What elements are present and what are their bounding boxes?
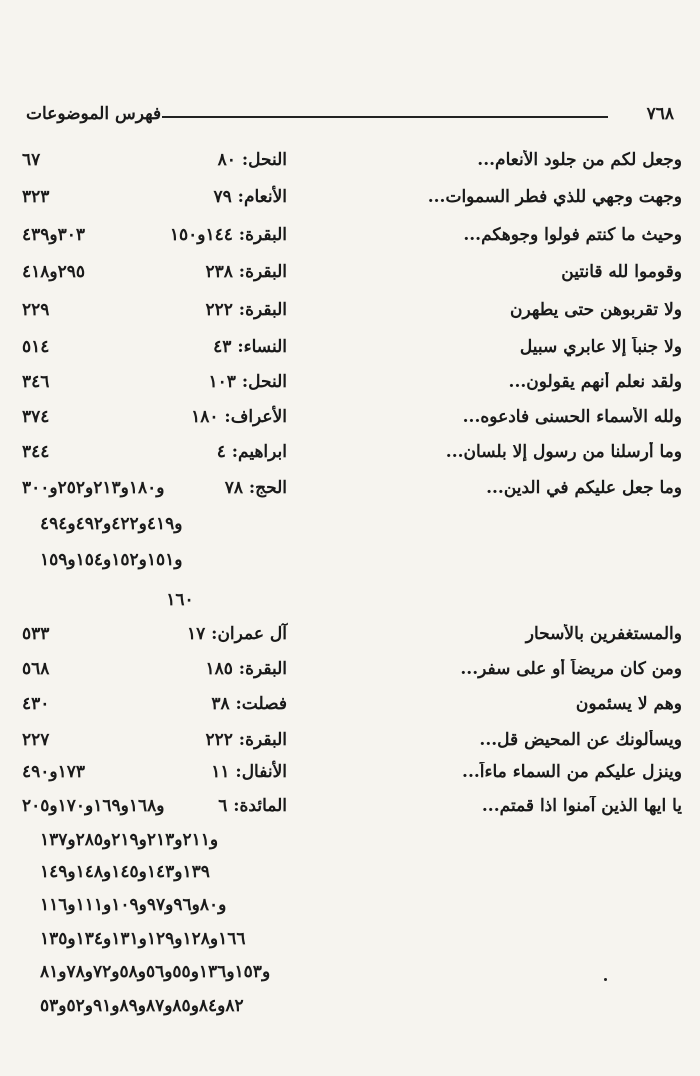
verse-text: وما جعل عليكم في الدين... [486, 478, 682, 498]
verse-reference: النحل: ١٠٣ [208, 372, 287, 392]
index-entry [22, 221, 682, 255]
verse-reference: فصلت: ٣٨ [211, 694, 287, 714]
verse-reference: البقرة: ٢٢٢ [205, 300, 287, 320]
verse-text: يا ايها الذين آمنوا اذا قمتم... [481, 796, 682, 816]
index-entry [22, 792, 682, 826]
index-entry [22, 403, 682, 437]
index-entry [22, 620, 682, 654]
page-refs: ٥٦٨ [22, 659, 50, 679]
verse-text: وجهت وجهي للذي فطر السموات... [427, 187, 682, 207]
verse-reference: النساء: ٤٣ [213, 337, 287, 357]
page-refs: ٦٧ [22, 150, 41, 170]
verse-reference: الأعراف: ١٨٠ [191, 407, 287, 427]
verse-reference: الأنفال: ١١ [211, 762, 287, 782]
verse-reference: ابراهيم: ٤ [216, 442, 287, 462]
verse-text: وقوموا لله قانتين [561, 262, 682, 282]
verse-reference: آل عمران: ١٧ [186, 624, 287, 644]
verse-text: ولا جنباً إلا عابري سبيل [519, 337, 682, 357]
page-refs-continuation: ٨٢و٨٤و٨٥و٨٧و٨٩و٩١و٥٢و٥٣ [40, 996, 244, 1016]
index-entry [22, 368, 682, 402]
page-refs: و١٦٨و١٦٩و١٧٠و٢٠٥ [22, 796, 165, 816]
page-refs: ٣٠٣و٤٣٩ [22, 225, 86, 245]
index-entry [22, 726, 682, 760]
verse-text: ولله الأسماء الحسنى فادعوه... [462, 407, 682, 427]
page-refs: ٥١٤ [22, 337, 50, 357]
verse-reference: المائدة: ٦ [218, 796, 287, 816]
index-entry [22, 690, 682, 724]
page-refs-continuation: ١٣٩و١٤٣و١٤٥و١٤٨و١٤٩ [40, 862, 210, 882]
header-rule [162, 116, 608, 118]
page-refs: ٤٣٠ [22, 694, 50, 714]
verse-text: ولا تقربوهن حتى يطهرن [510, 300, 682, 320]
verse-text: وحيث ما كنتم فولوا وجوهكم... [463, 225, 682, 245]
verse-text: وينزل عليكم من السماء ماءاً... [462, 762, 682, 782]
page-refs: ٣٧٤ [22, 407, 50, 427]
index-entry [22, 758, 682, 792]
page-refs-continuation: و١٥٣و١٣٦و٥٥و٥٦و٥٨و٧٢و٧٨و٨١ [40, 962, 271, 982]
verse-reference: البقرة: ١٤٤و١٥٠ [169, 225, 287, 245]
verse-text: والمستغفرين بالأسحار [525, 624, 682, 644]
page-refs-continuation: و١٥١و١٥٢و١٥٤و١٥٩ [40, 550, 183, 570]
verse-text: وما أرسلنا من رسول إلا بلسان... [445, 442, 682, 462]
verse-text: وهم لا يسئمون [575, 694, 682, 714]
page-refs: ٢٩٥و٤١٨ [22, 262, 86, 282]
page-refs: ٥٣٣ [22, 624, 50, 644]
page-number: ٧٦٨ [646, 104, 674, 124]
page-refs-continuation: ١٦٦و١٢٨و١٢٩و١٣١و١٣٤و١٣٥ [40, 929, 246, 949]
index-entry [22, 146, 682, 180]
page-refs: ٢٢٧ [22, 730, 50, 750]
running-title: فهرس الموضوعات [26, 104, 162, 124]
page-refs: ٢٢٩ [22, 300, 50, 320]
page-ref-number: ١٦٠ [166, 590, 194, 610]
index-entry [22, 183, 682, 217]
verse-reference: النحل: ٨٠ [217, 150, 287, 170]
page-refs: ٣٤٦ [22, 372, 50, 392]
index-entry [22, 655, 682, 689]
stray-dot [604, 978, 607, 981]
verse-reference: الأنعام: ٧٩ [213, 187, 287, 207]
verse-text: ويسألونك عن المحيض قل... [479, 730, 682, 750]
verse-text: وجعل لكم من جلود الأنعام... [477, 150, 682, 170]
verse-reference: البقرة: ٢٣٨ [205, 262, 287, 282]
page-refs: ١٧٣و٤٩٠ [22, 762, 86, 782]
verse-text: ولقد نعلم أنهم يقولون... [508, 372, 682, 392]
verse-reference: الحج: ٧٨ [224, 478, 287, 498]
index-entry [22, 258, 682, 292]
verse-reference: البقرة: ١٨٥ [205, 659, 287, 679]
index-entry [22, 333, 682, 367]
page-refs-continuation: و٨٠و٩٦و٩٧و١٠٩و١١١و١١٦ [40, 895, 227, 915]
index-entry [22, 474, 682, 508]
page-refs-continuation: و٢١١و٢١٣و٢١٩و٢٨٥و١٣٧ [40, 830, 219, 850]
page-refs: ٣٤٤ [22, 442, 50, 462]
page-refs: و١٨٠و٢١٣و٢٥٢و٣٠٠ [22, 478, 165, 498]
page-refs-continuation: و٤١٩و٤٢٢و٤٩٢و٤٩٤ [40, 514, 183, 534]
page-refs: ٣٢٣ [22, 187, 50, 207]
verse-text: ومن كان مريضاً أو على سفر... [460, 659, 682, 679]
verse-reference: البقرة: ٢٢٢ [205, 730, 287, 750]
index-entry [22, 296, 682, 330]
index-entry [22, 438, 682, 472]
page-header [22, 102, 678, 132]
